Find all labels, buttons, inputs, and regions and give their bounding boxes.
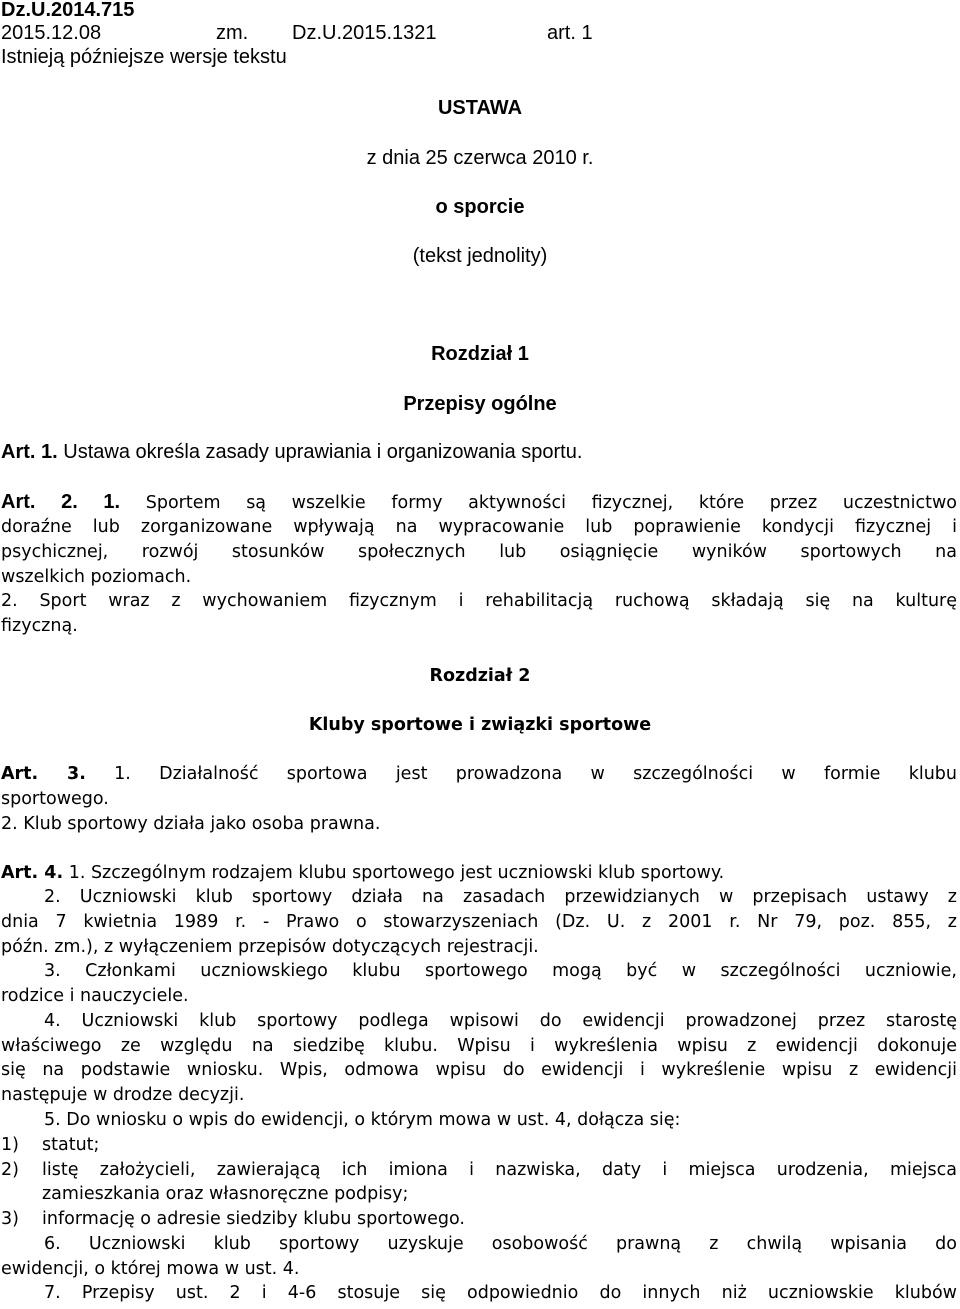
article-4-para-4-line-3: się na podstawie wniosku. Wpis, odmowa wpisu do ewidencji i wykreślenie wpisu z ewidencji — [1, 1060, 957, 1080]
article-4-para-2-line-3: późn. zm.), z wyłączeniem przepisów dotyczących rejestracji. — [1, 937, 539, 957]
amendment-word: zm. — [216, 22, 249, 44]
article-2-line-3: psychicznej, rozwój stosunków społecznych lub osiągnięcie wyników sportowych na — [1, 542, 957, 562]
article-2-label: Art. 2. 1. — [1, 491, 121, 513]
article-1-text: Ustawa określa zasady uprawiania i organizowania sportu. — [63, 441, 583, 463]
amendment-line — [1, 21, 641, 45]
amendment-article: art. 1 — [547, 22, 593, 44]
article-1 — [1, 440, 582, 464]
article-3-para-2: 2. Klub sportowy działa jako osoba prawna. — [1, 814, 381, 834]
article-4-para-4-line-1: 4. Uczniowski klub sportowy podlega wpisowi do ewidencji prowadzonej przez starostę — [44, 1011, 957, 1031]
article-2-para-2-line-1: 2. Sport wraz z wychowaniem fizycznym i rehabilitacją ruchową składają się na kulturę — [1, 591, 957, 611]
article-4-para-1 — [1, 861, 724, 885]
article-4-para-3-line-1: 3. Członkami uczniowskiego klubu sportowego mogą być w szczególności uczniowie, — [44, 961, 957, 981]
article-4-para-7-line-1: 7. Przepisy ust. 2 i 4-6 stosuje się odpowiednio do innych niż uczniowskie klubów — [44, 1283, 957, 1303]
amendment-reference[interactable]: Dz.U.2015.1321 — [292, 22, 437, 44]
document-reference: Dz.U.2014.715 — [1, 0, 135, 21]
act-date: z dnia 25 czerwca 2010 r. — [366, 147, 594, 169]
list-item — [1, 1207, 465, 1231]
chapter-1-title: Przepisy ogólne — [403, 393, 557, 415]
article-3-label: Art. 3. — [1, 764, 86, 784]
act-kind: (tekst jednolity) — [412, 245, 548, 267]
list-item-text: informację o adresie siedziby klubu sportowego. — [42, 1209, 465, 1229]
article-4-para-2-line-2: dnia 7 kwietnia 1989 r. - Prawo o stowarzyszeniach (Dz. U. z 2001 r. Nr 79, poz. 855, z — [1, 912, 957, 932]
amendment-date: 2015.12.08 — [1, 22, 102, 44]
list-item-number: 1) — [1, 1135, 19, 1155]
article-3-line-1 — [1, 762, 957, 786]
list-item-2-line-2: zamieszkania oraz własnoręczne podpisy; — [42, 1184, 409, 1204]
article-2-text-1: Sportem są wszelkie formy aktywności fizycznej, które przez uczestnictwo — [145, 493, 957, 513]
article-2-para-2-line-2: fizyczną. — [1, 616, 78, 636]
chapter-1-heading: Rozdział 1 — [431, 343, 529, 365]
article-4-para-6-line-1: 6. Uczniowski klub sportowy uzyskuje osobowość prawną z chwilą wpisania do — [44, 1234, 957, 1254]
later-versions-link[interactable]: Istnieją późniejsze wersje tekstu — [1, 46, 287, 68]
article-3-text-1: 1. Działalność sportowa jest prowadzona w szczególności w formie klubu — [114, 764, 957, 784]
chapter-2-title: Kluby sportowe i związki sportowe — [308, 715, 652, 735]
act-title: USTAWA — [437, 97, 523, 119]
article-4-text-1: 1. Szczególnym rodzajem klubu sportowego jest uczniowski klub sportowy. — [68, 863, 725, 883]
article-3-line-2: sportowego. — [1, 789, 109, 809]
article-4-para-4-line-2: właściwego ze względu na siedzibę klubu. Wpisu i wykreślenia wpisu z ewidencji dokonuje — [1, 1036, 957, 1056]
article-4-para-3-line-2: rodzice i nauczyciele. — [1, 986, 189, 1006]
article-1-label: Art. 1. — [1, 441, 58, 463]
list-item-2-line-1: listę założycieli, zawierającą ich imiona i nazwiska, daty i miejsca urodzenia, miejsca — [42, 1160, 957, 1180]
list-item — [1, 1133, 100, 1157]
list-item-number: 3) — [1, 1209, 19, 1229]
chapter-2-heading: Rozdział 2 — [429, 666, 531, 686]
list-item-text: statut; — [42, 1135, 100, 1155]
article-2-line-1 — [1, 490, 957, 515]
article-4-para-5: 5. Do wniosku o wpis do ewidencji, o którym mowa w ust. 4, dołącza się: — [44, 1110, 681, 1130]
article-2-line-2: doraźne lub zorganizowane wpływają na wypracowanie lub poprawienie kondycji fizycznej i — [1, 517, 957, 537]
article-4-label: Art. 4. — [1, 863, 64, 883]
list-item-number-2: 2) — [1, 1160, 19, 1180]
article-4-para-6-line-2: ewidencji, o której mowa w ust. 4. — [1, 1259, 300, 1279]
article-2-line-4: wszelkich poziomach. — [1, 567, 192, 587]
article-4-para-2-line-1: 2. Uczniowski klub sportowy działa na zasadach przewidzianych w przepisach ustawy z — [44, 887, 957, 907]
act-subject: o sporcie — [435, 196, 525, 218]
article-4-para-4-line-4: następuje w drodze decyzji. — [1, 1085, 245, 1105]
